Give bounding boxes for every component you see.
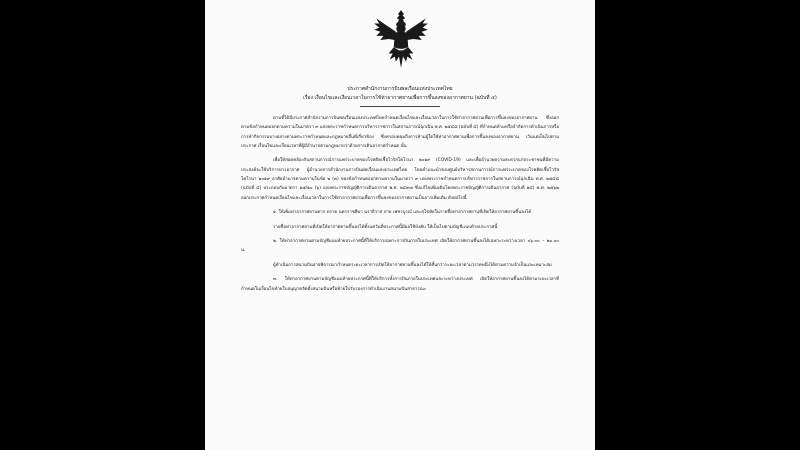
clause-3: ๓. ให้ท่าอากาศยานตามบัญชีแนบท้ายประกาศนี้ที่ให้บริการทั้งการบินภายในประเทศและระหว่างประเทศ เปิดให้อากาศยานขึ้นลงได้ตามระยะเวลาที่กำหนดในเงื่อนไขท้ายใบอนุญาตจัดตั้งสนามบินหรือท้ายใบรับรองการดำเนินงานสนามบินสาธารณะ: [241, 277, 559, 292]
garuda-emblem-icon: [370, 8, 432, 70]
paragraph-authority: เพื่อให้สอดคล้องกับสถานการณ์การแพร่ระบาดของโรคติดเชื้อไวรัสโคโรนา ๒๐๑๙ (COVID-19) และเพื่ออำนวยความสะดวกแก่ประชาชนที่มีความประสงค์จะใช้บริการทางอากาศ ผู้อำนวยการสำนักงานการบินพลเรือนแห่งประเทศไทย โดยคำแนะนำของศูนย์บริหารสถานการณ์การแพร่ระบาดของโรคติดเชื้อไวรัสโคโรนา ๒๐๑๙ อาศัยอำนาจตามความในข้อ ๒ (๓) ของข้อกำหนดออกตามความในมาตรา ๙ แห่งพระราชกำหนดการบริหารราชการในสถานการณ์ฉุกเฉิน พ.ศ. ๒๕๔๘ (ฉบับที่ ๔) ประกอบกับมาตรา ๑๕/๑๐ (๖) แห่งพระราชบัญญัติการเดินอากาศ พ.ศ. ๒๔๙๗ ซึ่งแก้ไขเพิ่มเติมโดยพระราชบัญญัติการเดินอากาศ (ฉบับที่ ๑๔) พ.ศ. ๒๕๖๒ ออกประกาศกำหนดเงื่อนไขและเงื่อนเวลาในการใช้ท่าอากาศยานเพื่อการขึ้นลงของอากาศยานเป็นการเพิ่มเติม ดังต่อไปนี้: [241, 158, 559, 201]
clause-1-note: รายชื่อท่าอากาศยานที่เปิดให้อากาศยานขึ้นลงได้ตั้งแต่วันที่ประกาศนี้มีผลใช้บังคับ ให้เป็นไปตามบัญชีแนบท้ายประกาศนี้: [273, 224, 498, 230]
document-page: [205, 0, 595, 450]
document-body: [241, 114, 559, 299]
document-heading: [225, 85, 575, 102]
clause-2-note: ผู้ดำเนินการสนามบินอาจพิจารณากำหนดระยะเวลาการเปิดให้อากาศยานขึ้นลงได้ให้สั้นกว่าระยะเวลาตามวรรคหนึ่งได้ตามความจำเป็นและเหมาะสม: [273, 262, 552, 268]
paragraph-preamble: ตามที่ได้มีประกาศสำนักงานการบินพลเรือนแห่งประเทศไทยกำหนดเงื่อนไขและเงื่อนเวลาในการใช้ท่าอากาศยานเพื่อการขึ้นลงของอากาศยาน ซึ่งออกตามข้อกำหนดออกตามความในมาตรา ๙ แห่งพระราชกำหนดการบริหารราชการในสถานการณ์ฉุกเฉิน พ.ศ. ๒๕๔๘ (ฉบับที่ ๔) ที่กำหนดห้ามหรือจำกัดการดำเนินการหรือการทำกิจกรรมบางอย่างตามพระราชกำหนดและกฎหมายอื่นที่เกี่ยวข้อง ซึ่งครอบคลุมถึงการห้ามผู้ใดใช้ท่าอากาศยานเพื่อการขึ้นลงของอากาศยาน เว้นแต่เป็นไปตามประกาศ เงื่อนไขและเงื่อนเวลาที่ผู้มีอำนาจตามกฎหมายว่าด้วยการเดินอากาศกำหนด นั้น: [241, 116, 559, 149]
heading-divider: [360, 106, 440, 107]
announcement-subject: เรื่อง เงื่อนไขและเงื่อนเวลาในการใช้ท่าอากาศยานเพื่อการขึ้นลงของอากาศยาน (ฉบับที่ ๔): [303, 94, 497, 101]
clause-1: ๑. ให้เพิ่มท่าอากาศยานตาก ตราด นครราชสีมา นราธิวาส ปาย เพชรบูรณ์ และสุโขทัยในรายชื่อท่าอากาศยานที่เปิดให้อากาศยานขึ้นลงได้: [273, 210, 532, 216]
clause-2: ๒. ให้ท่าอากาศยานตามบัญชีแนบท้ายประกาศนี้ที่ให้บริการเฉพาะการบินภายในประเทศ เปิดให้อากาศยานขึ้นลงได้เฉพาะระหว่างเวลา ๐๖.๐๐ – ๒๐.๐๐ น.: [241, 239, 559, 254]
announcement-title: ประกาศสำนักงานการบินพลเรือนแห่งประเทศไทย: [347, 86, 453, 92]
